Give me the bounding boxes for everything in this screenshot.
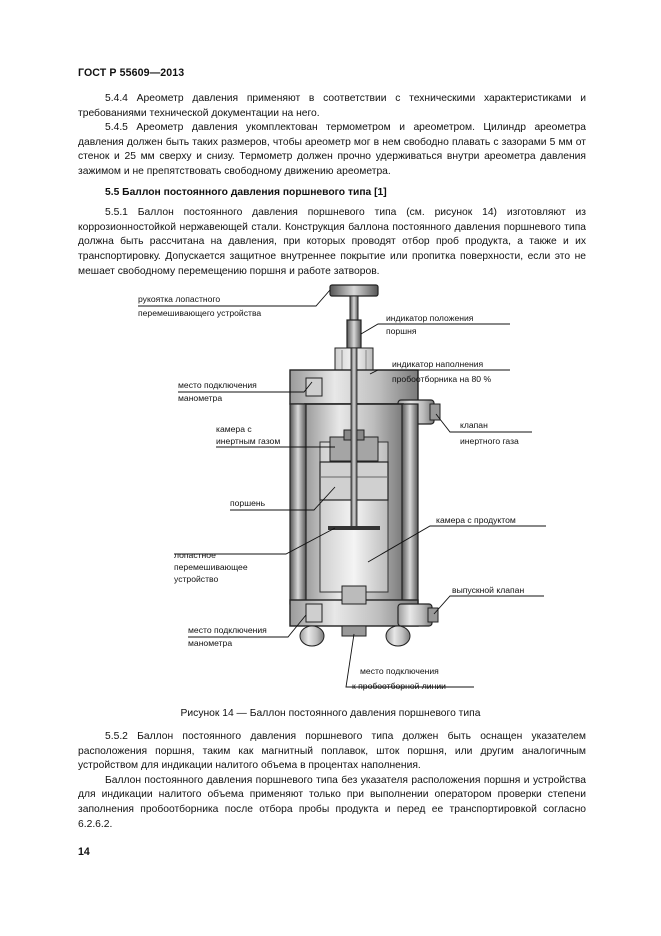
label-position-indicator-2: поршня [386, 326, 417, 336]
label-gauge-bottom-2: манометра [188, 638, 233, 648]
bottom-text-block [78, 730, 586, 832]
label-gauge-top-1: место подключения [178, 380, 257, 390]
section-title: 5.5 Баллон постоянного давления поршневого типа [1] [105, 186, 387, 198]
label-sampling-line-1: место подключения [360, 666, 439, 676]
label-product-chamber: камера с продуктом [436, 515, 516, 525]
label-gas-chamber-1: камера с [216, 424, 252, 434]
label-fill-indicator-2: пробоотборника на 80 % [392, 374, 492, 384]
label-stirrer-1: лопастное [174, 550, 216, 560]
label-valve-1: клапан [460, 420, 488, 430]
label-piston: поршень [230, 498, 266, 508]
label-handle-2: перемешивающего устройства [138, 308, 262, 318]
cylinder-apparatus [290, 285, 440, 646]
paragraph-5-5-1: 5.5.1 Баллон постоянного давления поршневого типа (см. рисунок 14) изготовляют из коррозионностойкой нержавеющей стали. Конструкция баллона постоянного давления поршневого типа должна быть рассчитана на давления, при которых проводят отбор проб продукта, а также и их транспортировку. Допускается защитное внутреннее покрытие или пропитка поверхности, если это не мешает свободному перемещению поршня и работе затворов. [78, 207, 586, 277]
figure-caption: Рисунок 14 — Баллон постоянного давления поршневого типа [180, 708, 481, 719]
label-fill-indicator-1: индикатор наполнения [392, 359, 484, 369]
label-position-indicator-1: индикатор положения [386, 313, 474, 323]
label-sampling-line-2: к пробоотборной линии [352, 681, 446, 691]
label-valve-2: инертного газа [460, 436, 519, 446]
label-stirrer-3: устройство [174, 574, 219, 584]
paragraph-5-5-2: 5.5.2 Баллон постоянного давления поршневого типа должен быть оснащен указателем расположения поршня, таким как магнитный поплавок, шток поршня, или другим аналогичным устройством для индикации налитого объема в процентах наполнения. [78, 731, 586, 772]
label-stirrer-2: перемешивающее [174, 562, 248, 572]
label-gauge-bottom-1: место подключения [188, 625, 267, 635]
page-number: 14 [78, 846, 90, 858]
paragraph-5-4-5: 5.4.5 Ареометр давления укомплектован термометром и ареометром. Цилиндр ареометра давления должен быть таких размеров, чтобы ареометр мог в нем свободно плавать с зазорами 5 мм от стенок и 25 мм сверху и снизу. Термометр должен прочно удерживаться внутри ареометра давления зажимом и не препятствовать свободному движению ареометра. [78, 122, 586, 177]
label-outlet-valve: выпускной клапан [452, 585, 525, 595]
paragraph-no-indicator: Баллон постоянного давления поршневого типа без указателя расположения поршня и устройства для индикации налитого объема применяют только при выполнении оператором проверки степени заполнения пробоотборника после отбора пробы продукта и перед ее транспортировкой согласно 6.2.6.2. [78, 774, 586, 830]
label-gauge-top-2: манометра [178, 393, 223, 403]
paragraph-5-4-4: 5.4.4 Ареометр давления применяют в соответствии с техническими характеристиками и требованиями технической документации на него. [78, 93, 586, 119]
label-gas-chamber-2: инертным газом [216, 436, 281, 446]
document-header: ГОСТ Р 55609—2013 [78, 67, 185, 79]
figure-14-diagram [130, 282, 560, 702]
label-handle-1: рукоятка лопастного [138, 294, 221, 304]
top-text-block [78, 92, 586, 279]
